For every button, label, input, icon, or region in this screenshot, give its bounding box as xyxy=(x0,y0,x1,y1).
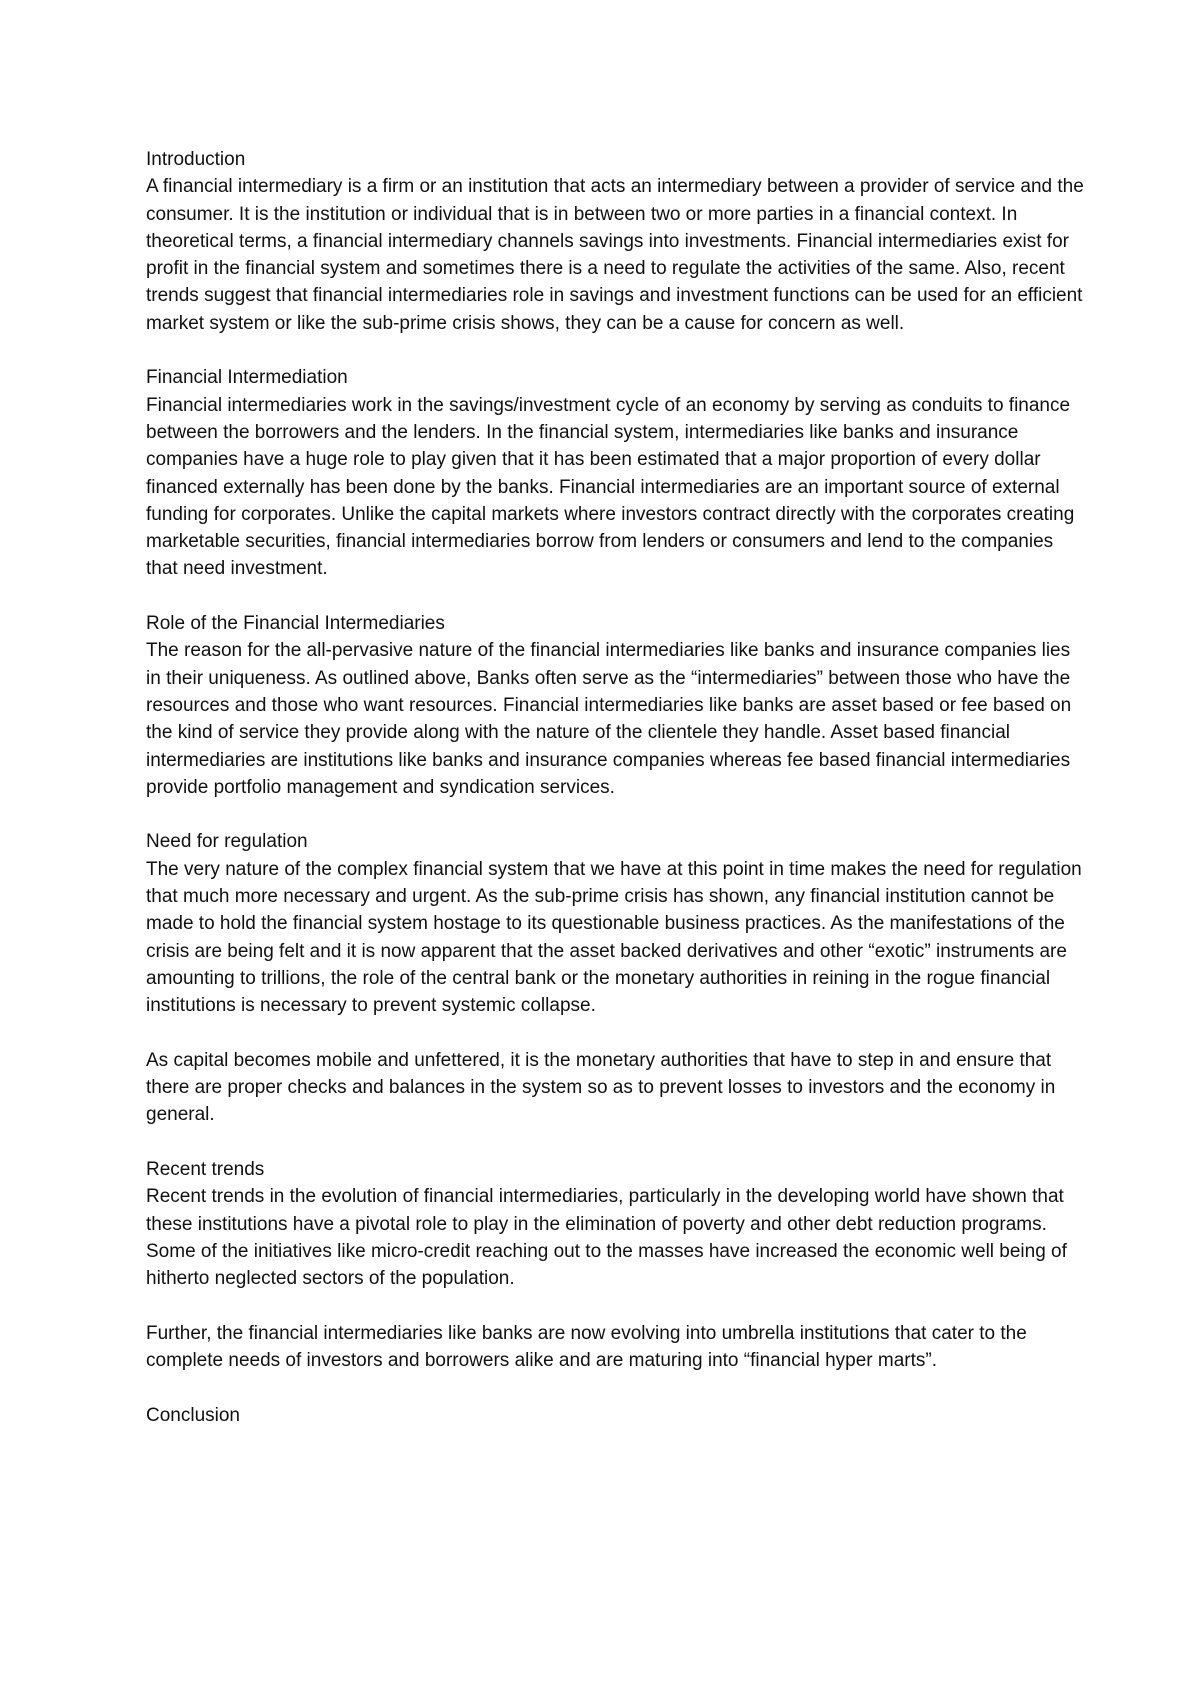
section-paragraph: Recent trends in the evolution of financial intermediaries, particularly in the developing world have shown that these institutions have a pivotal role to play in the elimination of poverty and other debt reduction programs. Some of the initiatives like micro-credit reaching out to the masses have increased the economic well being of hitherto neglected sectors of the population. xyxy=(146,1186,1067,1290)
section-heading: Recent trends xyxy=(146,1158,265,1180)
section-paragraph: The reason for the all-pervasive nature of the financial intermediaries like banks and insurance companies lies in their uniqueness. As outlined above, Banks often serve as the “intermediaries” between those who have the resources and those who want resources. Financial intermediaries like banks are asset based or fee based on the kind of service they provide along with the nature of the clientele they handle. Asset based financial intermediaries are institutions like banks and insurance companies whereas fee based financial intermediaries provide portfolio management and syndication services. xyxy=(146,640,1072,798)
section-paragraph: A financial intermediary is a firm or an institution that acts an intermediary between a provider of service and the consumer. It is the institution or individual that is in between two or more parties in a financial context. In theoretical terms, a financial intermediary channels savings into investments. Financial intermediaries exist for profit in the financial system and sometimes there is a need to regulate the activities of the same. Also, recent trends suggest that financial intermediaries role in savings and investment functions can be used for an efficient market system or like the sub-prime crisis shows, they can be a cause for concern as well. xyxy=(146,176,1084,334)
section-introduction xyxy=(146,146,1086,337)
section-conclusion xyxy=(146,1402,1086,1429)
section-paragraph: Financial intermediaries work in the savings/investment cycle of an economy by serving as conduits to finance between the borrowers and the lenders. In the financial system, intermediaries like banks and insurance companies have a huge role to play given that it has been estimated that a major proportion of every dollar financed externally has been done by the banks. Financial intermediaries are an important source of external funding for corporates. Unlike the capital markets where investors contract directly with the corporates creating marketable securities, financial intermediaries borrow from lenders or consumers and lend to the companies that need investment. xyxy=(146,394,1075,580)
section-paragraph: Further, the financial intermediaries like banks are now evolving into umbrella institutions that cater to the complete needs of investors and borrowers alike and are maturing into “financial hyper marts”. xyxy=(146,1322,1027,1372)
section-heading: Conclusion xyxy=(146,1404,240,1426)
section-role-of-financial-intermediaries xyxy=(146,610,1086,801)
section-financial-intermediation xyxy=(146,364,1086,582)
section-paragraph: The very nature of the complex financial system that we have at this point in time makes the need for regulation that much more necessary and urgent. As the sub-prime crisis has shown, any financial institution cannot be made to hold the financial system hostage to its questionable business practices. As the manifestations of the crisis are being felt and it is now apparent that the asset backed derivatives and other “exotic” instruments are amounting to trillions, the role of the central bank or the monetary authorities in reining in the rogue financial institutions is necessary to prevent systemic collapse. xyxy=(146,858,1082,1017)
section-heading: Financial Intermediation xyxy=(146,367,348,389)
section-recent-trends xyxy=(146,1156,1086,1374)
document-page xyxy=(146,146,1086,1456)
section-need-for-regulation xyxy=(146,828,1086,1128)
section-heading: Introduction xyxy=(146,149,246,170)
section-heading: Role of the Financial Intermediaries xyxy=(146,613,445,635)
section-heading: Need for regulation xyxy=(146,831,308,853)
section-paragraph: As capital becomes mobile and unfettered, it is the monetary authorities that have to step in and ensure that there are proper checks and balances in the system so as to prevent losses to investors and the economy in general. xyxy=(146,1049,1056,1126)
